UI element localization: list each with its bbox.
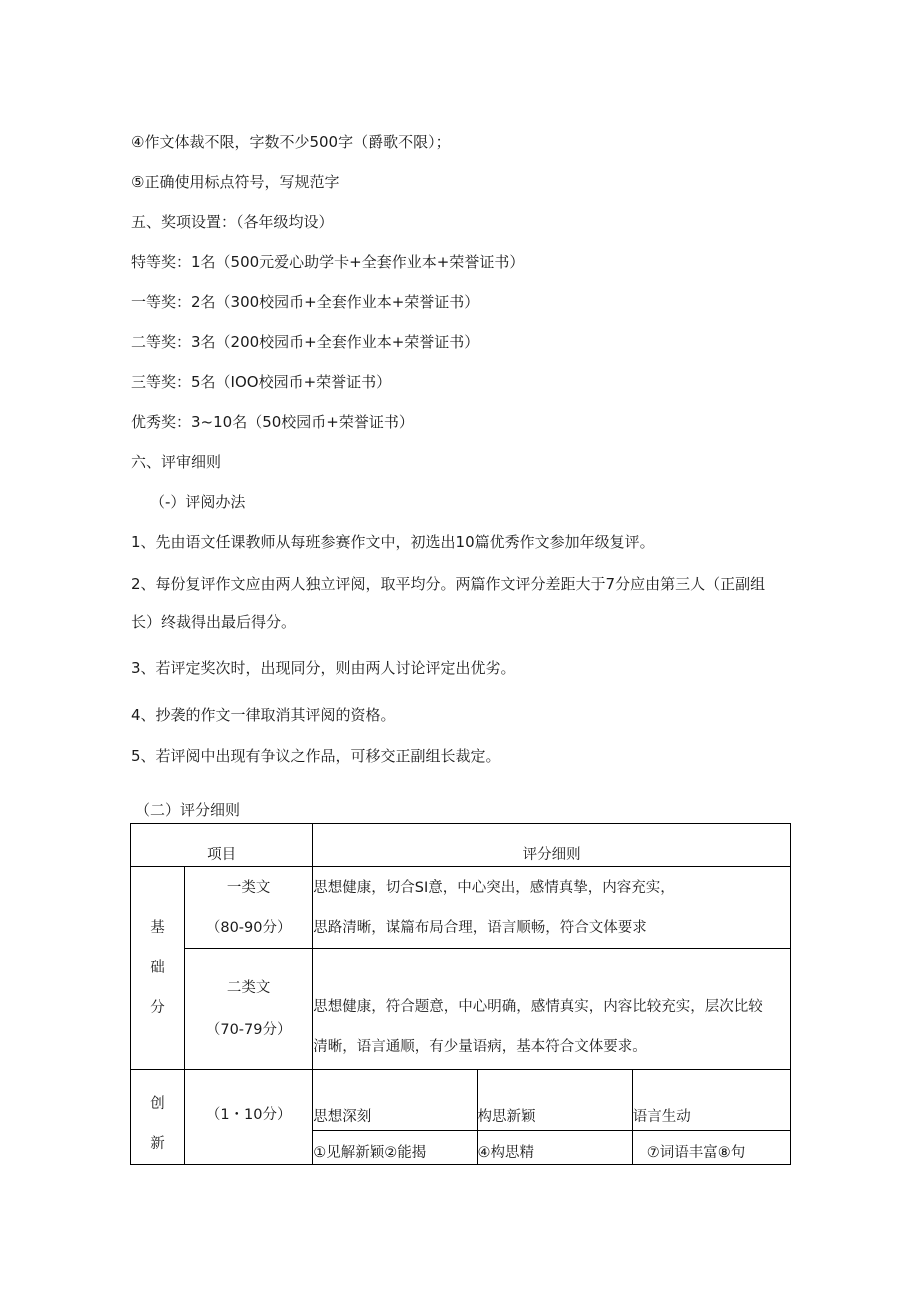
class1-score: （80-90分） [205, 919, 292, 936]
innovation-item-novelty: ④构思精 [477, 1131, 632, 1165]
innovation-header-novelty: 构思新颖 [477, 1070, 632, 1131]
innovation-label: 创 新 [131, 1070, 185, 1165]
requirement-4: ④作文体裁不限，字数不少500字（爵歌不限）； [131, 133, 451, 151]
scoring-table [130, 823, 791, 1165]
innovation-item-depth: ①见解新颖②能揭 [313, 1131, 477, 1165]
prize-excellent: 优秀奖：3~10名（50校园币+荣誉证书） [131, 413, 414, 431]
prize-first: 一等奖：2名（300校园币+全套作业本+荣誉证书） [131, 293, 480, 311]
header-detail: 评分细则 [313, 824, 791, 867]
header-item: 项目 [131, 824, 313, 867]
innovation-item-vivid: ⑦词语丰富⑧句 [632, 1131, 790, 1165]
innovation-header-depth: 思想深刻 [313, 1070, 477, 1131]
subsection-2-heading: （二）评分细则 [135, 801, 241, 819]
innovation-header-vivid: 语言生动 [632, 1070, 790, 1131]
class1-cell [185, 867, 313, 949]
rule-2-continued: 长）终裁得出最后得分。 [131, 613, 297, 631]
section-5-heading: 五、奖项设置：（各年级均设） [131, 213, 334, 231]
rule-5: 5、若评阅中出现有争议之作品，可移交正副组长裁定。 [131, 747, 501, 765]
innovation-score: （1・10分） [185, 1070, 313, 1165]
class1-detail: 思想健康，切合SI意，中心突出，感情真挚，内容充实， 思路清晰，谋篇布局合理，语言顺畅，符合文体要求 [313, 867, 791, 949]
requirement-5: ⑤正确使用标点符号，写规范字 [131, 173, 340, 191]
rule-2: 2、每份复评作文应由两人独立评阅，取平均分。两篇作文评分差距大于7分应由第三人（正副组 [131, 575, 766, 593]
rule-1: 1、先由语文任课教师从每班参赛作文中，初选出10篇优秀作文参加年级复评。 [131, 533, 655, 551]
prize-second: 二等奖：3名（200校园币+全套作业本+荣誉证书） [131, 333, 480, 351]
class2-cell [185, 949, 313, 1070]
rule-4: 4、抄袭的作文一律取消其评阅的资格。 [131, 706, 396, 724]
class1-name: 一类文 [226, 879, 271, 896]
prize-special: 特等奖：1名（500元爱心助学卡+全套作业本+荣誉证书） [131, 253, 525, 271]
prize-third: 三等奖：5名（IOO校园币+荣誉证书） [131, 373, 392, 391]
class2-name: 二类文 [226, 980, 271, 996]
subsection-1-heading: （-）评阅办法 [150, 493, 246, 511]
basic-score-label: 基 础 分 [131, 867, 185, 1070]
class2-score: （70-79分） [205, 1022, 292, 1038]
class2-detail: 思想健康，符合题意，中心明确，感情真实，内容比较充实，层次比较 清晰，语言通顺，有少量语病，基本符合文体要求。 [313, 949, 791, 1070]
section-6-heading: 六、评审细则 [131, 453, 222, 471]
rule-3: 3、若评定奖次时，出现同分，则由两人讨论评定出优劣。 [131, 659, 516, 677]
